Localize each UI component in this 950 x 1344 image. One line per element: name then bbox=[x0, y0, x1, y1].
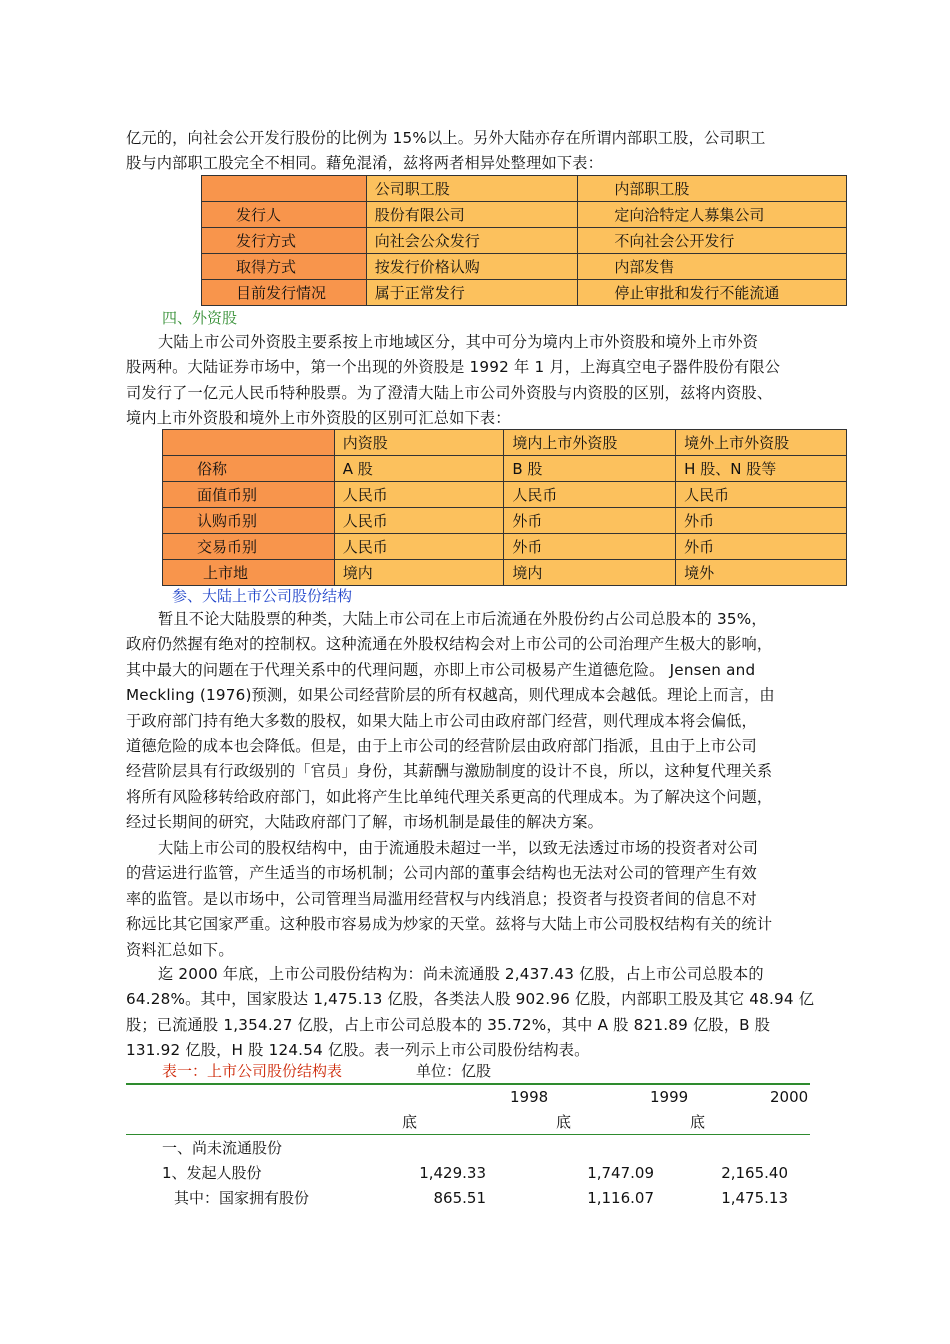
column-header: 内资股 bbox=[334, 430, 504, 456]
table-header-row bbox=[163, 430, 847, 456]
table1-caption: 表一：上市公司股份结构表 bbox=[162, 1062, 343, 1080]
table1-row-label: 其中：国家拥有股份 bbox=[174, 1189, 310, 1207]
paragraph-line: 的营运进行监管，产生适当的市场机制；公司内部的董事会结构也无法对公司的管理产生有效 bbox=[126, 864, 757, 883]
table-cell: 定向洽特定人募集公司 bbox=[578, 202, 847, 228]
table-cell: 境内 bbox=[334, 560, 504, 586]
table-cell: 按发行价格认购 bbox=[366, 254, 578, 280]
paragraph-line: 道德危险的成本也会降低。但是，由于上市公司的经营阶层由政府部门指派，且由于上市公司 bbox=[126, 737, 757, 756]
table1-value: 2,165.40 bbox=[721, 1164, 788, 1182]
paragraph-line: 大陆上市公司外资股主要系按上市地域区分，其中可分为境内上市外资股和境外上市外资 bbox=[158, 333, 759, 351]
table-cell: 人民币 bbox=[334, 534, 504, 560]
table-cell: 外币 bbox=[676, 508, 847, 534]
paragraph-line: Meckling (1976)预测，如果公司经营阶层的所有权越高，则代理成本会越低。理论上而言，由 bbox=[126, 686, 775, 705]
paragraph-line: 资料汇总如下。 bbox=[126, 940, 234, 959]
table1-unit: 单位：亿股 bbox=[416, 1062, 492, 1080]
table1-value: 1,429.33 bbox=[419, 1164, 486, 1182]
paragraph-line: 称远比其它国家严重。这种股市容易成为炒家的天堂。兹将与大陆上市公司股权结构有关的统计 bbox=[126, 915, 773, 934]
row-header: 取得方式 bbox=[202, 254, 367, 280]
paragraph-line: 司发行了一亿元人民币特种股票。为了澄清大陆上市公司外资股与内资股的区别，兹将内资股、 bbox=[126, 383, 773, 402]
table-row bbox=[202, 202, 847, 228]
column-header: 内部职工股 bbox=[578, 176, 847, 202]
table-cell: 属于正常发行 bbox=[366, 280, 578, 306]
table-cell: 不向社会公开发行 bbox=[578, 228, 847, 254]
row-header: 俗称 bbox=[163, 456, 335, 482]
table-row bbox=[163, 456, 847, 482]
table-cell: H 股、N 股等 bbox=[676, 456, 847, 482]
table-cell: 人民币 bbox=[676, 482, 847, 508]
table1-year-suffix: 底 bbox=[556, 1113, 572, 1131]
table1-row-label: 1、发起人股份 bbox=[162, 1164, 262, 1182]
table-row bbox=[202, 254, 847, 280]
row-header: 面值币别 bbox=[163, 482, 335, 508]
paragraph-line: 经营阶层具有行政级别的「官员」身份，其薪酬与激励制度的设计不良，所以，这种复代理关系 bbox=[126, 762, 773, 781]
table1-value: 865.51 bbox=[433, 1189, 486, 1207]
row-header: 交易币别 bbox=[163, 534, 335, 560]
share-type-comparison-table bbox=[162, 429, 847, 586]
table-cell: 人民币 bbox=[334, 482, 504, 508]
table1-value: 1,475.13 bbox=[721, 1189, 788, 1207]
table-row bbox=[163, 534, 847, 560]
paragraph-line: 于政府部门持有绝大多数的股权，如果大陆上市公司由政府部门经营，则代理成本将会偏低， bbox=[126, 711, 757, 730]
table-cell: 境外 bbox=[676, 560, 847, 586]
paragraph-line: 暂且不论大陆股票的种类，大陆上市公司在上市后流通在外股份约占公司总股本的 35%， bbox=[158, 610, 767, 628]
paragraph-line: 股；已流通股 1,354.27 亿股，占上市公司总股本的 35.72%，其中 A 股 821.89 亿股，B 股 bbox=[126, 1015, 771, 1034]
foreign-shares-paragraph bbox=[126, 330, 832, 432]
table-cell: 外币 bbox=[504, 508, 676, 534]
table-cell: 人民币 bbox=[334, 508, 504, 534]
share-structure-paragraph-2 bbox=[126, 836, 832, 963]
table-corner-cell bbox=[202, 176, 367, 202]
table1-year-suffix: 底 bbox=[402, 1113, 418, 1131]
table-cell: B 股 bbox=[504, 456, 676, 482]
column-header: 境外上市外资股 bbox=[676, 430, 847, 456]
table-row bbox=[163, 482, 847, 508]
table1-year-suffix: 底 bbox=[690, 1113, 706, 1131]
paragraph-line: 股两种。大陆证券市场中，第一个出现的外资股是 1992 年 1 月，上海真空电子器件股份有限公 bbox=[126, 358, 781, 377]
paragraph-line: 境内上市外资股和境外上市外资股的区别可汇总如下表： bbox=[126, 409, 511, 428]
paragraph-line: 将所有风险移转给政府部门，如此将产生比单纯代理关系更高的代理成本。为了解决这个问题， bbox=[126, 787, 773, 806]
column-header: 境内上市外资股 bbox=[504, 430, 676, 456]
table1-value: 1,116.07 bbox=[587, 1189, 654, 1207]
table-corner-cell bbox=[163, 430, 335, 456]
table1-value: 1,747.09 bbox=[587, 1164, 654, 1182]
table-header-row bbox=[202, 176, 847, 202]
table-row bbox=[202, 280, 847, 306]
intro-paragraph bbox=[126, 126, 832, 177]
table-cell: 停止审批和发行不能流通 bbox=[578, 280, 847, 306]
table-cell: 内部发售 bbox=[578, 254, 847, 280]
paragraph-line: 率的监管。是以市场中，公司管理当局滥用经营权与内线消息；投资者与投资者间的信息不对 bbox=[126, 889, 757, 908]
table1-header-rule bbox=[126, 1134, 810, 1135]
table1-year-header: 2000 bbox=[770, 1088, 809, 1106]
table-row bbox=[163, 508, 847, 534]
row-header: 发行人 bbox=[202, 202, 367, 228]
table1-year-header: 1999 bbox=[650, 1088, 689, 1106]
table-cell: A 股 bbox=[334, 456, 504, 482]
paragraph-line: 大陆上市公司的股权结构中，由于流通股未超过一半，以致无法透过市场的投资者对公司 bbox=[158, 839, 759, 857]
table-cell: 股份有限公司 bbox=[366, 202, 578, 228]
employee-share-comparison-table bbox=[201, 175, 847, 306]
paragraph-line: 其中最大的问题在于代理关系中的代理问题，亦即上市公司极易产生道德危险。 Jensen and bbox=[126, 660, 756, 679]
table-cell: 外币 bbox=[676, 534, 847, 560]
table-row bbox=[163, 560, 847, 586]
section-heading-share-structure: 参、大陆上市公司股份结构 bbox=[172, 587, 353, 605]
table-cell: 境内 bbox=[504, 560, 676, 586]
table-cell: 向社会公众发行 bbox=[366, 228, 578, 254]
table1-top-rule bbox=[126, 1083, 810, 1085]
paragraph-line: 131.92 亿股，H 股 124.54 亿股。表一列示上市公司股份结构表。 bbox=[126, 1041, 590, 1060]
row-header: 发行方式 bbox=[202, 228, 367, 254]
share-structure-paragraph-1 bbox=[126, 607, 832, 836]
row-header: 认购币别 bbox=[163, 508, 335, 534]
paragraph-line: 64.28%。其中，国家股达 1,475.13 亿股，各类法人股 902.96 亿股，内部职工股及其它 48.94 亿 bbox=[126, 990, 815, 1009]
row-header: 目前发行情况 bbox=[202, 280, 367, 306]
paragraph-line: 经过长期间的研究，大陆政府部门了解，市场机制是最佳的解决方案。 bbox=[126, 813, 604, 832]
table1-row-label: 一、尚未流通股份 bbox=[162, 1139, 283, 1157]
intro-line: 亿元的，向社会公开发行股份的比例为 15%以上。另外大陆亦存在所谓内部职工股，公司职工 bbox=[126, 129, 766, 147]
table-cell: 人民币 bbox=[504, 482, 676, 508]
intro-line: 股与内部职工股完全不相同。藉免混淆，兹将两者相异处整理如下表： bbox=[126, 154, 604, 173]
share-structure-paragraph-3 bbox=[126, 962, 832, 1064]
column-header: 公司职工股 bbox=[366, 176, 578, 202]
table-row bbox=[202, 228, 847, 254]
paragraph-line: 政府仍然握有绝对的控制权。这种流通在外股权结构会对上市公司的公司治理产生极大的影响， bbox=[126, 635, 773, 654]
table1-year-header: 1998 bbox=[510, 1088, 549, 1106]
row-header: 上市地 bbox=[163, 560, 335, 586]
paragraph-line: 迄 2000 年底，上市公司股份结构为：尚未流通股 2,437.43 亿股，占上市公司总股本的 bbox=[158, 965, 764, 983]
section-heading-foreign-shares: 四、外资股 bbox=[162, 309, 238, 327]
table-cell: 外币 bbox=[504, 534, 676, 560]
